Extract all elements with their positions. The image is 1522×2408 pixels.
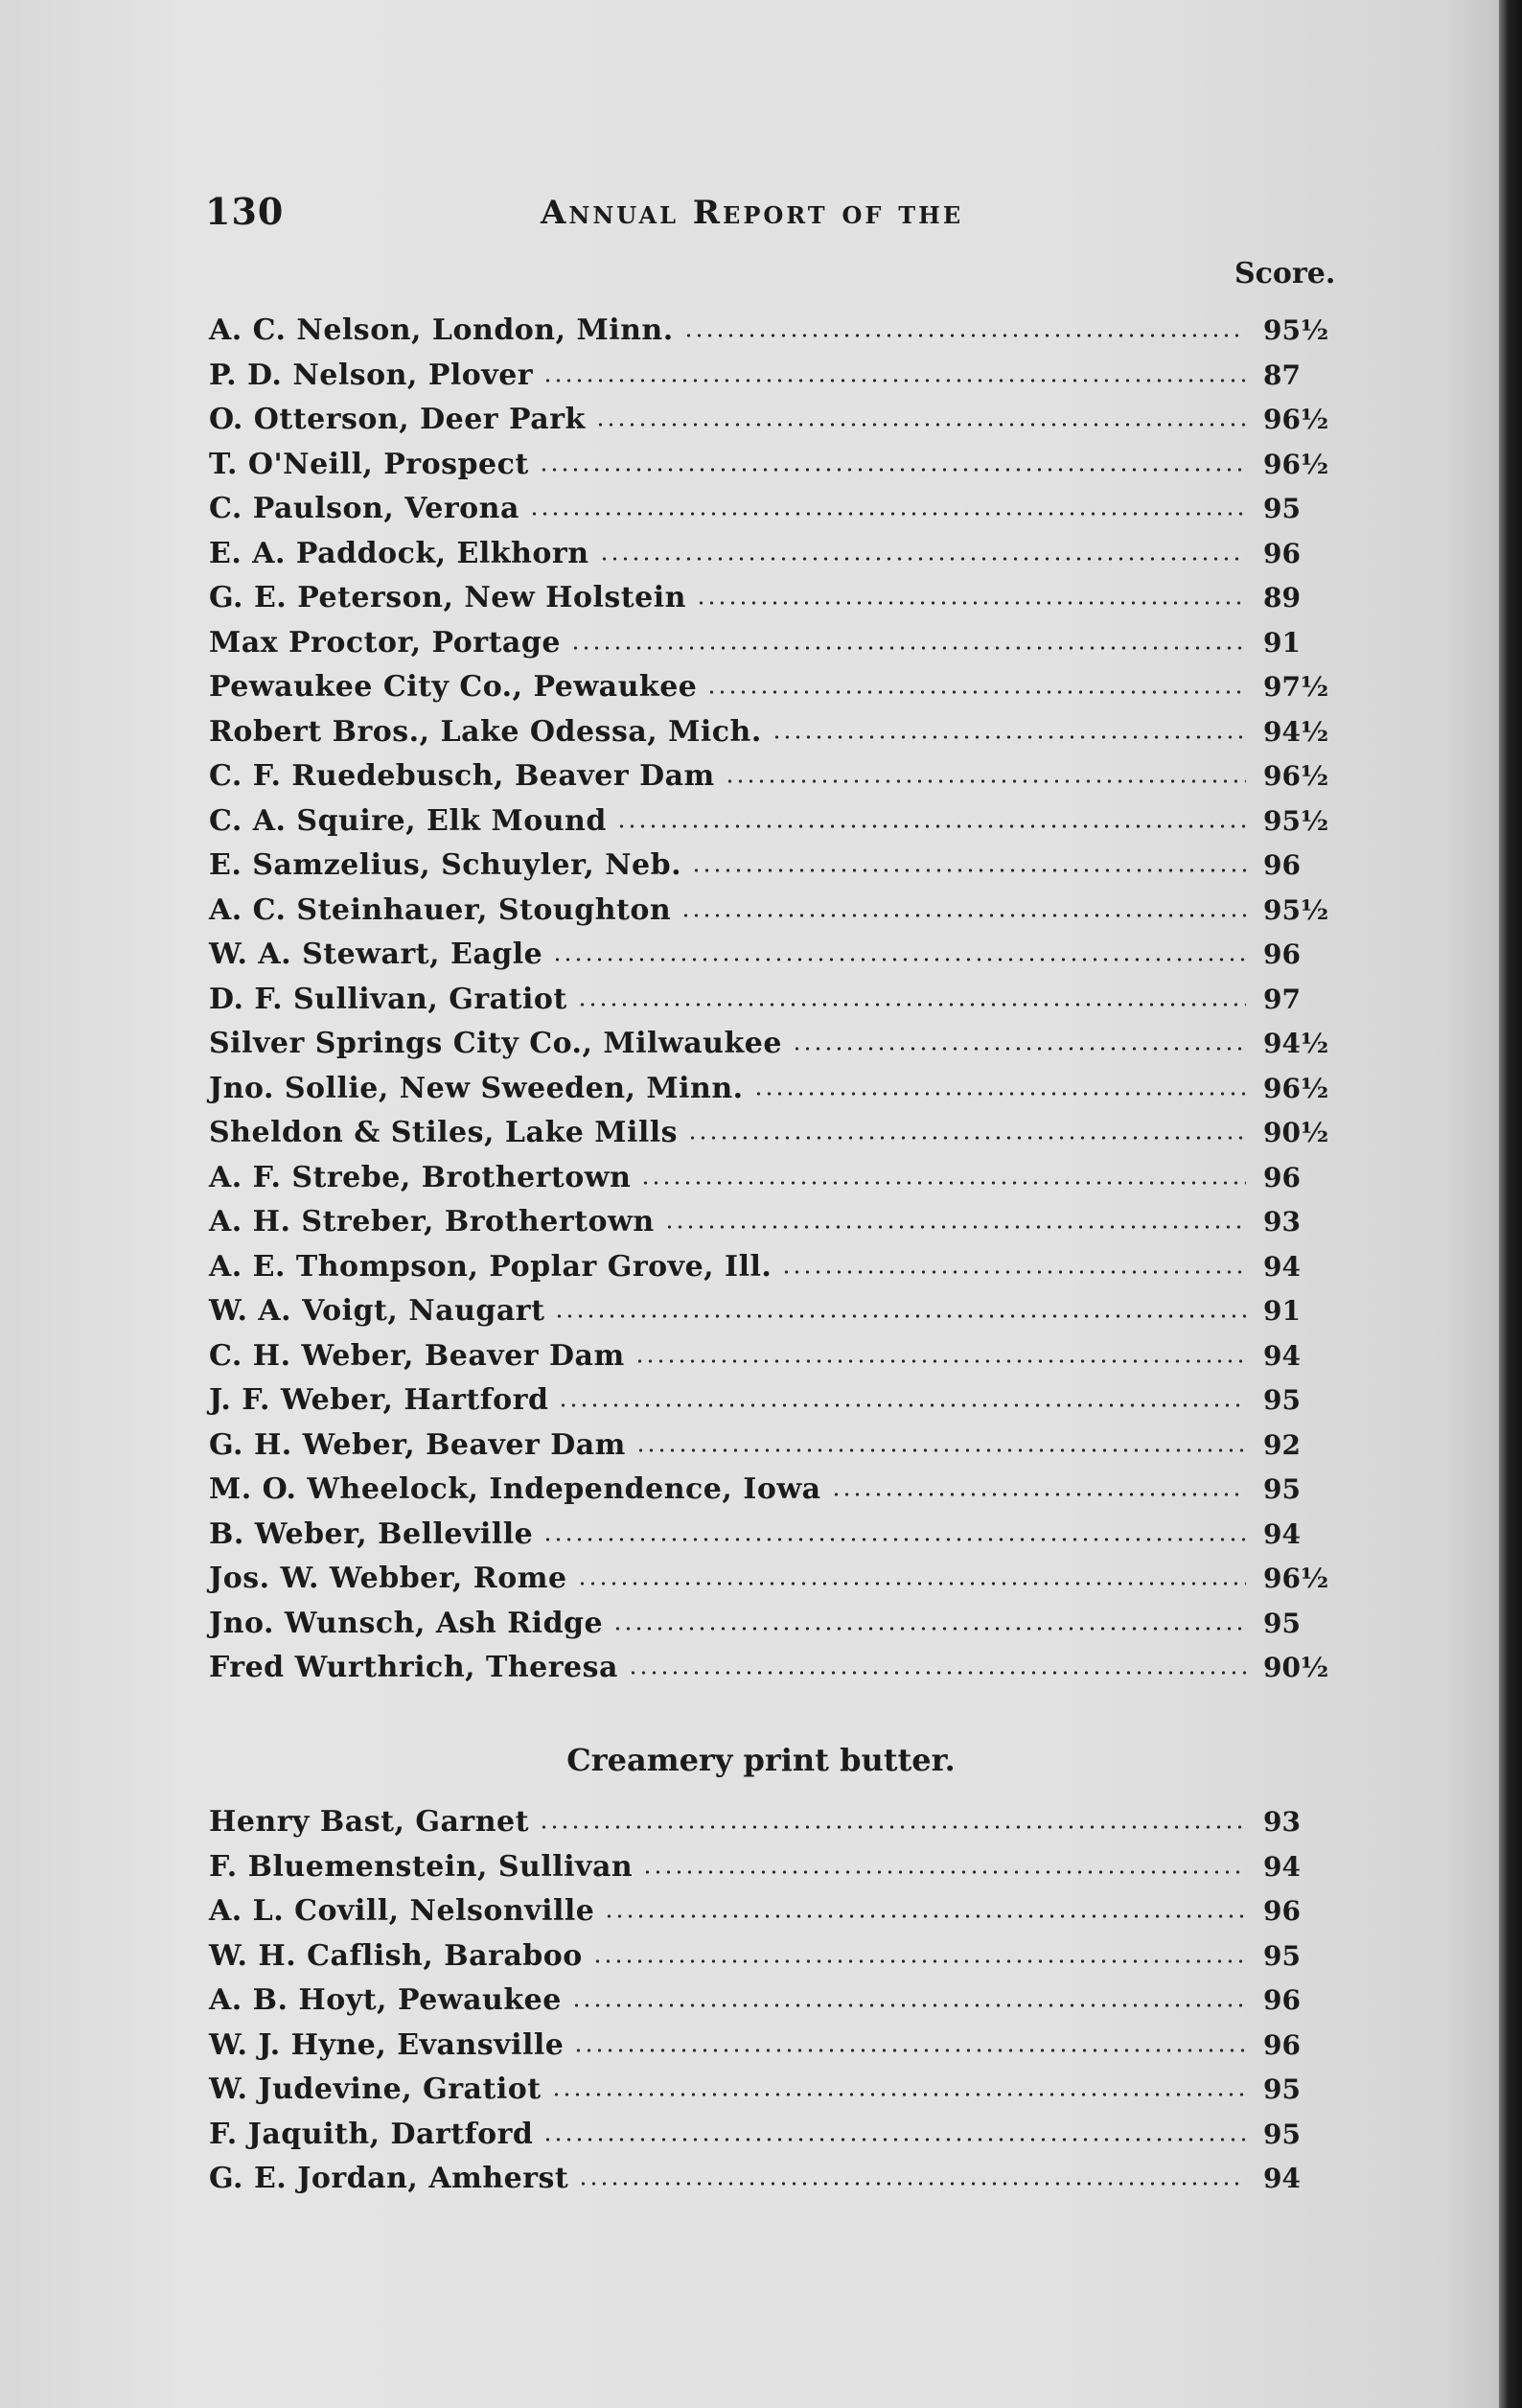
dot-leader [578,2182,1246,2186]
list-item [209,2113,1340,2158]
entry-name: A. E. Thompson, Poplar Grove, Ill. [209,1249,773,1284]
list-item [209,844,1340,889]
list-item [209,1200,1340,1245]
dot-leader [577,1582,1246,1586]
entry-score: 96 [1263,2028,1301,2061]
list-item [209,1602,1340,1647]
list-item [209,443,1340,488]
entry-score: 90½ [1263,1652,1329,1683]
entry-score: 94 [1263,1850,1301,1883]
list-item [209,710,1340,755]
entry-name: A. H. Streber, Brothertown [209,1205,655,1239]
entry-score: 96 [1263,537,1301,569]
entry-name: C. Paulson, Verona [209,492,519,525]
entry-name: M. O. Wheelock, Independence, Iowa [209,1472,821,1506]
dot-leader [753,1092,1246,1096]
entry-score: 96 [1263,849,1301,881]
entry-name: A. C. Nelson, London, Minn. [209,313,674,347]
entry-name: A. L. Covill, Nelsonville [209,1894,595,1928]
dot-leader [577,1003,1246,1007]
list-item [209,398,1340,443]
list-item [209,1845,1340,1890]
entry-score: 97 [1263,983,1301,1015]
dot-leader [792,1047,1246,1051]
entry-score: 95 [1263,1384,1301,1416]
entry-score: 94 [1263,1339,1301,1372]
list-item [209,889,1340,934]
list-item [209,309,1340,354]
entry-name: G. E. Peterson, New Holstein [209,581,686,614]
list-item [209,1067,1340,1112]
list-item [209,1934,1340,1980]
entry-score: 95 [1263,2118,1301,2150]
dot-leader [551,2093,1246,2096]
entry-score: 96½ [1263,448,1329,480]
entry-score: 92 [1263,1428,1301,1461]
dot-leader [642,1870,1246,1874]
entry-score: 89 [1263,582,1301,614]
list-item [209,532,1340,577]
entry-name: C. F. Ruedebusch, Beaver Dam [209,759,715,793]
section-title: Creamery print butter. [566,1742,956,1778]
entry-score: 95 [1263,1473,1301,1505]
dot-leader [604,1914,1246,1918]
list-item [209,2024,1340,2069]
dot-leader [616,824,1246,828]
score-list [209,309,1340,1691]
entry-score: 95 [1263,1939,1301,1972]
entry-name: Henry Bast, Garnet [209,1805,529,1839]
list-item [209,1889,1340,1934]
entry-name: F. Jaquith, Dartford [209,2117,534,2151]
dot-leader [687,1136,1246,1140]
dot-leader [680,914,1246,917]
entry-name: O. Otterson, Deer Park [209,403,586,436]
entry-score: 93 [1263,1806,1301,1838]
entry-name: A. B. Hoyt, Pewaukee [209,1983,562,2017]
entry-score: 90½ [1263,1117,1329,1148]
dot-leader [595,423,1246,427]
entry-score: 87 [1263,359,1301,391]
print-butter-list [209,1800,1340,2202]
entry-score: 94 [1263,1250,1301,1283]
dot-leader [725,779,1246,783]
list-item [209,1022,1340,1067]
entry-score: 96 [1263,1161,1301,1193]
list-item [209,576,1340,621]
list-item [209,621,1340,666]
entry-name: C. A. Squire, Elk Mound [209,803,607,838]
entry-name: Pewaukee City Co., Pewaukee [209,670,698,704]
entry-name: W. A. Stewart, Eagle [209,938,543,971]
entry-name: A. F. Strebe, Brothertown [209,1160,632,1194]
list-item [209,1378,1340,1424]
list-item [209,1468,1340,1513]
dot-leader [539,1825,1246,1829]
dot-leader [635,1448,1246,1452]
list-item [209,1513,1340,1558]
entry-score: 96½ [1263,760,1329,792]
score-column-heading: Score. [1234,257,1336,290]
dot-leader [612,1627,1246,1631]
entry-name: Robert Bros., Lake Odessa, Mich. [209,714,762,749]
dot-leader [664,1225,1246,1229]
entry-score: 97½ [1263,671,1329,703]
dot-leader [592,1959,1246,1963]
list-item [209,1646,1340,1691]
entry-name: P. D. Nelson, Plover [209,358,534,392]
list-item [209,1289,1340,1334]
list-item [209,2068,1340,2113]
dot-leader [628,1671,1246,1675]
dot-leader [781,1270,1246,1274]
entry-name: C. H. Weber, Beaver Dam [209,1338,625,1373]
entry-name: W. A. Voigt, Naugart [209,1294,545,1328]
entry-score: 96 [1263,938,1301,970]
entry-score: 95½ [1263,804,1329,837]
entry-score: 96½ [1263,1563,1329,1594]
dot-leader [542,1538,1246,1541]
entry-name: Jno. Wunsch, Ash Ridge [209,1606,604,1640]
entry-score: 94½ [1263,1028,1329,1059]
entry-score: 96½ [1263,1072,1329,1104]
dot-leader [558,1403,1246,1407]
entry-name: E. A. Paddock, Elkhorn [209,536,589,570]
entry-score: 94½ [1263,715,1329,748]
entry-name: G. E. Jordan, Amherst [209,2162,569,2195]
entry-name: T. O'Neill, Prospect [209,447,529,481]
dot-leader [542,379,1246,382]
list-item [209,1156,1340,1201]
entry-name: Max Proctor, Portage [209,625,561,660]
entry-name: D. F. Sullivan, Gratiot [209,982,567,1016]
dot-leader [683,334,1246,337]
dot-leader [640,1181,1246,1185]
entry-name: A. C. Steinhauer, Stoughton [209,892,672,927]
list-item [209,1245,1340,1290]
entry-score: 94 [1263,2163,1301,2194]
entry-name: B. Weber, Belleville [209,1517,534,1551]
entry-name: E. Samzelius, Schuyler, Neb. [209,848,682,882]
list-item [209,1979,1340,2024]
list-item [209,665,1340,710]
entry-name: J. F. Weber, Hartford [209,1383,549,1417]
dot-leader [599,557,1246,561]
entry-name: Jos. W. Webber, Rome [209,1562,567,1595]
entry-score: 96 [1263,1984,1301,2016]
entry-name: G. H. Weber, Beaver Dam [209,1427,626,1462]
list-item [209,1424,1340,1469]
entry-score: 95 [1263,2073,1301,2105]
entry-score: 96 [1263,1895,1301,1927]
dot-leader [552,958,1246,961]
page-number: 130 [205,190,285,233]
entry-score: 96½ [1263,404,1329,435]
dot-leader [696,601,1246,605]
entry-score: 91 [1263,1295,1301,1327]
dot-leader [831,1493,1246,1496]
list-item [209,1557,1340,1602]
entry-score: 91 [1263,626,1301,659]
book-binding-edge [1499,0,1522,2408]
entry-name: Silver Springs City Co., Milwaukee [209,1027,782,1060]
list-item [209,754,1340,799]
entry-score: 95 [1263,1607,1301,1639]
entry-name: W. Judevine, Gratiot [209,2072,542,2106]
entry-score: 95 [1263,493,1301,524]
entry-score: 94 [1263,1517,1301,1550]
dot-leader [570,646,1246,650]
dot-leader [573,2049,1246,2052]
list-item [209,2157,1340,2202]
entry-name: Sheldon & Stiles, Lake Mills [209,1116,679,1149]
entry-score: 95½ [1263,893,1329,926]
dot-leader [706,690,1246,694]
dot-leader [554,1314,1246,1318]
entry-name: Jno. Sollie, New Sweeden, Minn. [209,1071,744,1105]
dot-leader [539,468,1246,472]
entry-name: Fred Wurthrich, Theresa [209,1651,618,1684]
entry-score: 93 [1263,1206,1301,1238]
dot-leader [691,868,1246,872]
dot-leader [772,735,1246,739]
page-header [205,190,1374,247]
list-item [209,933,1340,978]
entry-name: F. Bluemenstein, Sullivan [209,1849,634,1884]
running-head: Annual Report of the [541,194,964,232]
list-item [209,799,1340,845]
list-item [209,487,1340,532]
entry-name: W. J. Hyne, Evansville [209,2027,565,2062]
list-item [209,1800,1340,1845]
list-item [209,354,1340,399]
list-item [209,978,1340,1023]
entry-name: W. H. Caflish, Baraboo [209,1938,583,1973]
list-item [209,1111,1340,1156]
dot-leader [529,512,1246,516]
dot-leader [634,1359,1246,1363]
dot-leader [542,2138,1246,2142]
entry-score: 95½ [1263,314,1329,346]
list-item [209,1334,1340,1379]
dot-leader [571,2003,1246,2007]
